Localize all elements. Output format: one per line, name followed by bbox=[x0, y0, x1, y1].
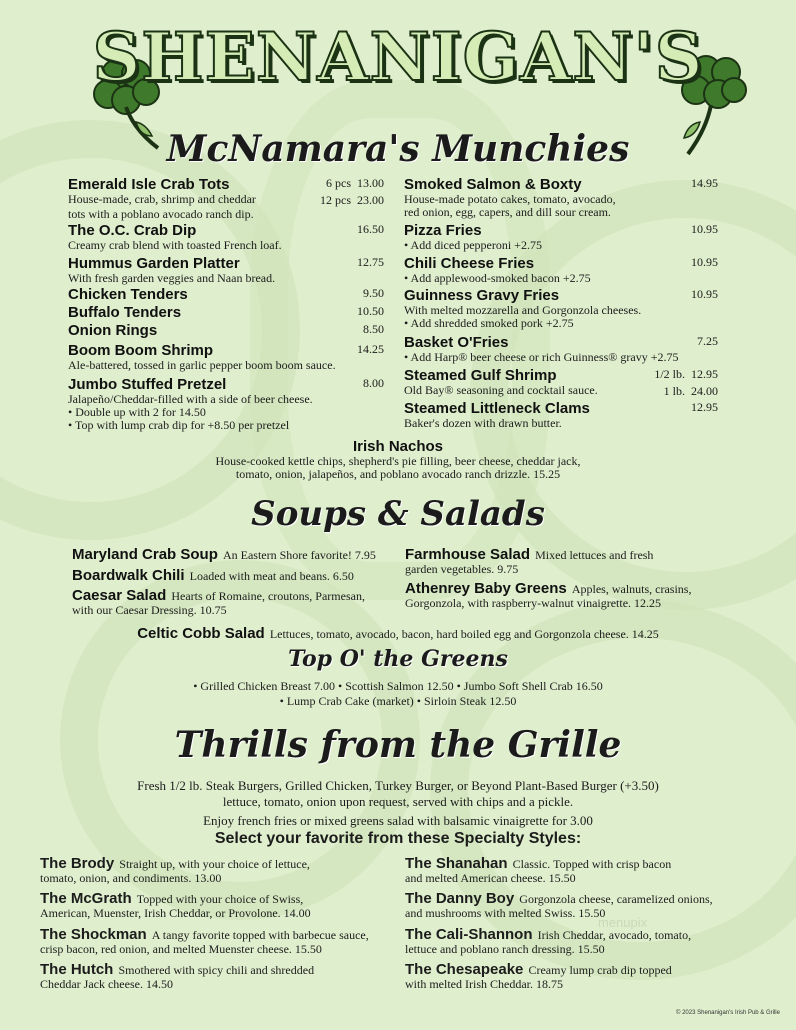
menu-item: Guinness Gravy Fries 10.95 With melted mozzarella and Gorgonzola cheeses. • Add shredded smoked pork +2.75 bbox=[404, 287, 718, 330]
menu-item: Steamed Gulf Shrimp 1/2 lb. 12.95 Old Bay® seasoning and cocktail sauce. 1 lb. 24.00 bbox=[404, 367, 718, 398]
menu-item: Smoked Salmon & Boxty 14.95 House-made potato cakes, tomato, avocado, red onion, egg, capers, and dill sour cream. bbox=[404, 176, 718, 219]
menu-item: The O.C. Crab Dip 16.50 Creamy crab blend with toasted French loaf. bbox=[68, 222, 384, 252]
burger-item: The Hutch Smothered with spicy chili and shredded Cheddar Jack cheese. 14.50 bbox=[40, 961, 315, 991]
burger-item: The Shockman A tangy favorite topped with barbecue sauce, crisp bacon, red onion, and melted Muenster cheese. 15.50 bbox=[40, 926, 369, 956]
section-title-grille: Thrills from the Grille bbox=[174, 724, 622, 766]
menu-item: Pizza Fries 10.95 • Add diced pepperoni +2.75 bbox=[404, 222, 718, 252]
salad-item: Caesar Salad Hearts of Romaine, croutons, Parmesan, with our Caesar Dressing. 10.75 bbox=[72, 587, 365, 617]
grille-intro-line: lettuce, tomato, onion upon request, served with chips and a pickle. bbox=[222, 794, 574, 809]
burger-item: The Chesapeake Creamy lump crab dip topped with melted Irish Cheddar. 18.75 bbox=[405, 961, 672, 991]
menu-item: Steamed Littleneck Clams 12.95 Baker's dozen with drawn butter. bbox=[404, 400, 718, 430]
burger-item: The McGrath Topped with your choice of Swiss, American, Muenster, Irish Cheddar, or Provolone. 14.00 bbox=[40, 890, 311, 920]
menu-item: Buffalo Tenders 10.50 bbox=[68, 304, 384, 321]
burger-item: The Brody Straight up, with your choice of lettuce, tomato, onion, and condiments. 13.00 bbox=[40, 855, 310, 885]
salad-item-cobb: Celtic Cobb Salad Lettuces, tomato, avocado, bacon, hard boiled egg and Gorgonzola cheese. 14.25 bbox=[137, 625, 659, 642]
copyright-notice: © 2023 Shenanigan's Irish Pub & Grille bbox=[676, 1010, 780, 1016]
greens-options-row-1: • Grilled Chicken Breast 7.00 • Scottish Salmon 12.50 • Jumbo Soft Shell Crab 16.50 bbox=[193, 679, 603, 693]
salad-item: Athenrey Baby Greens Apples, walnuts, crasins, Gorgonzola, with raspberry-walnut vinaigrette. 12.25 bbox=[405, 580, 692, 610]
menu-item: Basket O'Fries 7.25 • Add Harp® beer cheese or rich Guinness® gravy +2.75 bbox=[404, 334, 718, 364]
burger-item: The Cali-Shannon Irish Cheddar, avocado, tomato, lettuce and poblano ranch dressing. 15.50 bbox=[405, 926, 692, 956]
soup-item: Boardwalk Chili Loaded with meat and beans. 6.50 bbox=[72, 567, 354, 584]
brand-logo: SHENANIGAN'S bbox=[92, 18, 704, 96]
salad-item: Farmhouse Salad Mixed lettuces and fresh garden vegetables. 9.75 bbox=[405, 546, 654, 576]
menu-item: Onion Rings 8.50 bbox=[68, 322, 384, 339]
soup-item: Maryland Crab Soup An Eastern Shore favorite! 7.95 bbox=[72, 546, 376, 563]
specialty-heading: Select your favorite from these Specialty Styles: bbox=[214, 830, 582, 847]
menu-item: Chicken Tenders 9.50 bbox=[68, 286, 384, 303]
menu-item: Chili Cheese Fries 10.95 • Add applewood-smoked bacon +2.75 bbox=[404, 255, 718, 285]
greens-options-row-2: • Lump Crab Cake (market) • Sirloin Steak 12.50 bbox=[279, 694, 517, 708]
menu-item: Emerald Isle Crab Tots 6 pcs 13.00 House-made, crab, shrimp and cheddar 12 pcs 23.00 tots with a poblano avocado ranch dip. bbox=[68, 176, 384, 221]
grille-intro-line: Fresh 1/2 lb. Steak Burgers, Grilled Chicken, Turkey Burger, or Beyond Plant-Based Burger (+3.50) bbox=[137, 778, 659, 793]
burger-item: The Danny Boy Gorgonzola cheese, caramelized onions, and mushrooms with melted Swiss. 15.50 bbox=[405, 890, 713, 920]
menu-item: Jumbo Stuffed Pretzel 8.00 Jalapeño/Cheddar-filled with a side of beer cheese. • Double up with 2 for 14.50 • Top with lump crab dip for +8.50 per pretzel bbox=[68, 376, 384, 432]
burger-item: The Shanahan Classic. Topped with crisp bacon and melted American cheese. 15.50 bbox=[405, 855, 672, 885]
menu-item: Boom Boom Shrimp 14.25 Ale-battered, tossed in garlic pepper boom boom sauce. bbox=[68, 342, 384, 372]
section-title-munchies: McNamara's Munchies bbox=[166, 128, 630, 170]
watermark: menupix bbox=[598, 915, 648, 930]
menu-item: Hummus Garden Platter 12.75 With fresh garden veggies and Naan bread. bbox=[68, 255, 384, 285]
section-title-soups: Soups & Salads bbox=[251, 494, 545, 534]
section-title-greens: Top O' the Greens bbox=[288, 646, 508, 672]
nachos-item: Irish Nachos House-cooked kettle chips, shepherd's pie filling, beer cheese, cheddar jack, tomato, onion, jalapeños, and poblano avocado ranch drizzle. 15.25 bbox=[215, 438, 581, 481]
grille-intro-line: Enjoy french fries or mixed greens salad with balsamic vinaigrette for 3.00 bbox=[203, 813, 593, 828]
